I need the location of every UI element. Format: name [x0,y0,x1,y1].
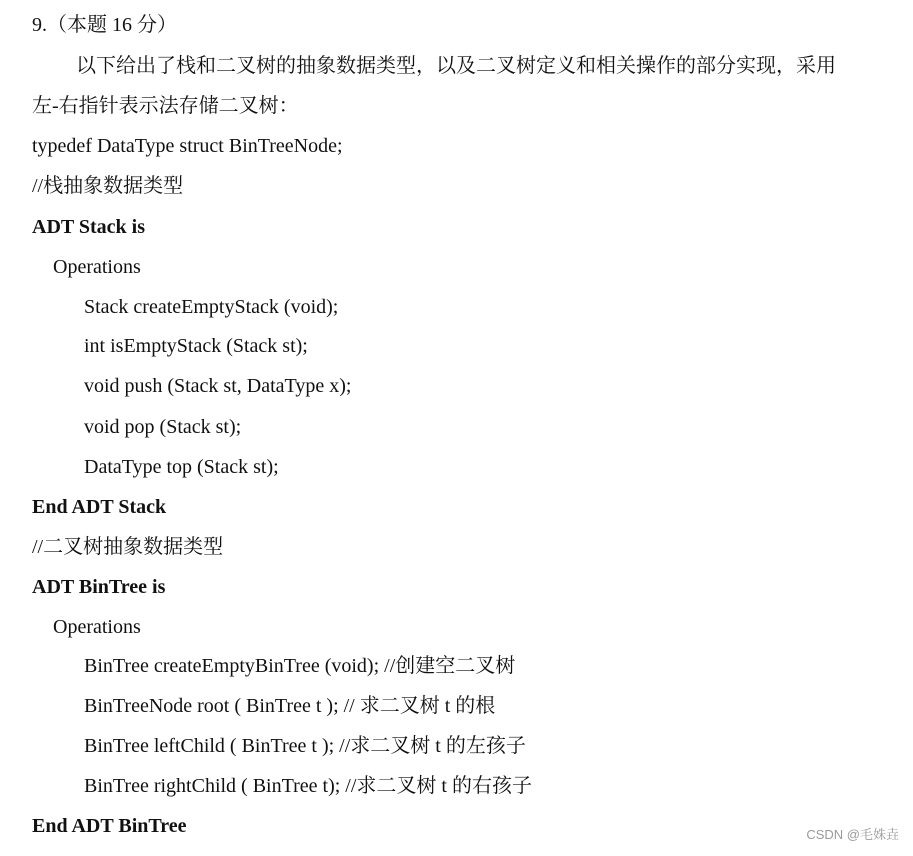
intro-line-2: 左-右指针表示法存储二叉树： [32,95,299,117]
bintree-operations-label: Operations [53,616,141,638]
bintree-operation: BinTreeNode root ( BinTree t ); // 求二叉树 t 的根 [84,695,496,717]
stack-operation: Stack createEmptyStack (void); [84,296,339,318]
stack-operations-label: Operations [53,256,141,278]
bintree-operation: BinTree rightChild ( BinTree t); //求二叉树 t 的右孩子 [84,775,532,797]
stack-adt-header: ADT Stack is [32,216,145,238]
question-heading: 9.（本题 16 分） [32,14,177,36]
csdn-watermark: CSDN @毛姝垚 [806,827,899,842]
stack-comment: //栈抽象数据类型 [32,175,184,197]
intro-line-1: 以下给出了栈和二叉树的抽象数据类型，以及二叉树定义和相关操作的部分实现，采用 [76,55,836,77]
stack-operation: void pop (Stack st); [84,416,242,438]
typedef-line: typedef DataType struct BinTreeNode; [32,135,343,157]
stack-operation: int isEmptyStack (Stack st); [84,335,308,357]
bintree-adt-footer: End ADT BinTree [32,815,187,837]
bintree-operation: BinTree createEmptyBinTree (void); //创建空二叉树 [84,655,516,677]
bintree-adt-header: ADT BinTree is [32,576,166,598]
stack-adt-footer: End ADT Stack [32,496,167,518]
stack-operation: void push (Stack st, DataType x); [84,375,352,397]
stack-operation: DataType top (Stack st); [84,456,279,478]
bintree-comment: //二叉树抽象数据类型 [32,536,224,558]
bintree-operation: BinTree leftChild ( BinTree t ); //求二叉树 t 的左孩子 [84,735,526,757]
